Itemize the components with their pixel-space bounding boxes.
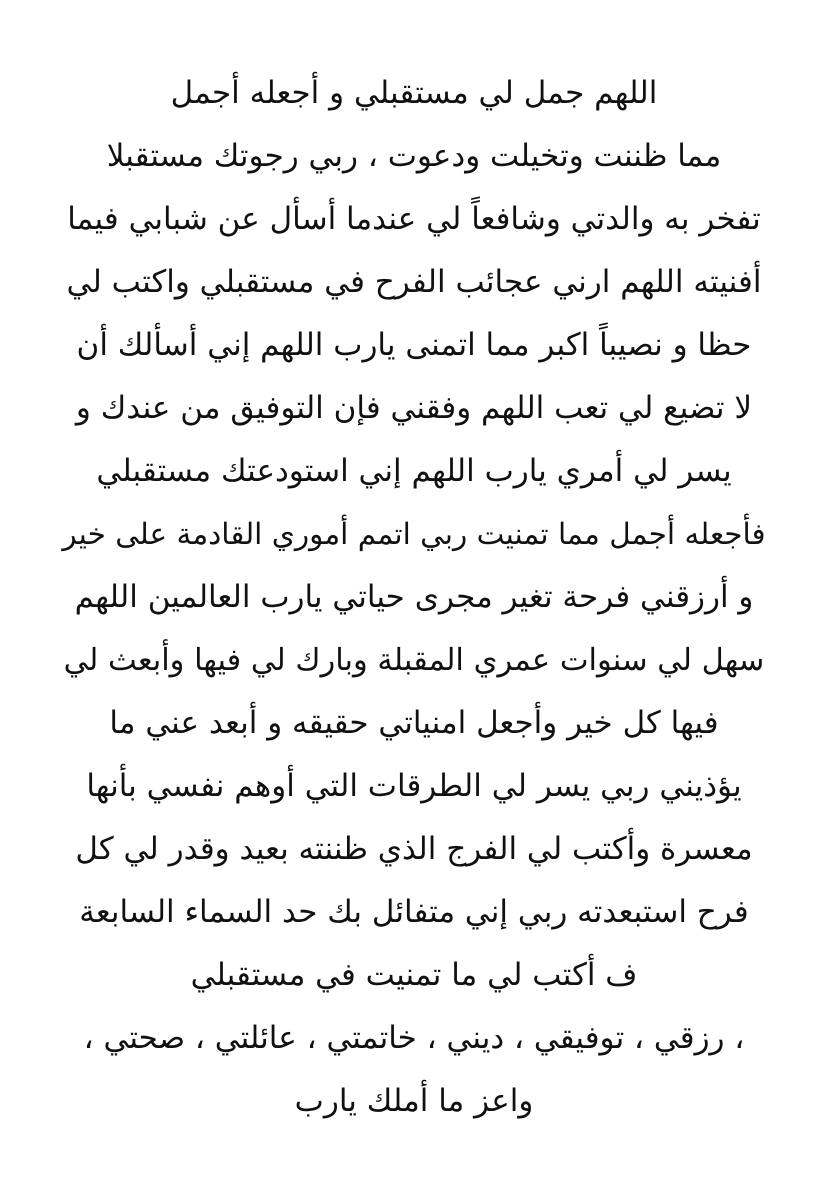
prayer-text xyxy=(60,62,768,1133)
text-line: فيها كل خير وأجعل امنياتي حقيقه و أبعد عني ما xyxy=(109,705,719,741)
text-line: ف أكتب لي ما تمنيت في مستقبلي xyxy=(190,957,638,993)
text-line: تفخر به والدتي وشافعاً لي عندما أسأل عن شبابي فيما xyxy=(67,201,761,237)
text-line: مما ظننت وتخيلت ودعوت ، ربي رجوتك مستقبلا xyxy=(106,138,722,174)
text-line: حظا و نصيباً اكبر مما اتمنى يارب اللهم إني أسألك أن xyxy=(76,327,752,363)
text-line: لا تضيع لي تعب اللهم وفقني فإن التوفيق من عندك و xyxy=(75,390,753,426)
text-line: اللهم جمل لي مستقبلي و أجعله أجمل xyxy=(170,75,658,111)
text-line: فرح استبعدته ربي إني متفائل بك حد السماء السابعة xyxy=(79,894,749,930)
text-line: يسر لي أمري يارب اللهم إني استودعتك مستقبلي xyxy=(96,453,732,489)
text-line: واعز ما أملك يارب xyxy=(294,1083,534,1119)
text-line: ، رزقي ، توفيقي ، ديني ، خاتمتي ، عائلتي ، صحتي ، xyxy=(83,1020,745,1056)
text-line: سهل لي سنوات عمري المقبلة وبارك لي فيها وأبعث لي xyxy=(63,643,765,678)
text-line: فأجعله أجمل مما تمنيت ربي اتمم أموري القادمة على خير xyxy=(62,517,766,551)
text-line: و أرزقني فرحة تغير مجرى حياتي يارب العالمين اللهم xyxy=(74,579,754,615)
text-line: معسرة وأكتب لي الفرج الذي ظننته بعيد وقدر لي كل xyxy=(75,831,753,867)
text-line: أفنيته اللهم ارني عجائب الفرح في مستقبلي واكتب لي xyxy=(66,264,762,300)
text-line: يؤذيني ربي يسر لي الطرقات التي أوهم نفسي بأنها xyxy=(86,768,742,804)
